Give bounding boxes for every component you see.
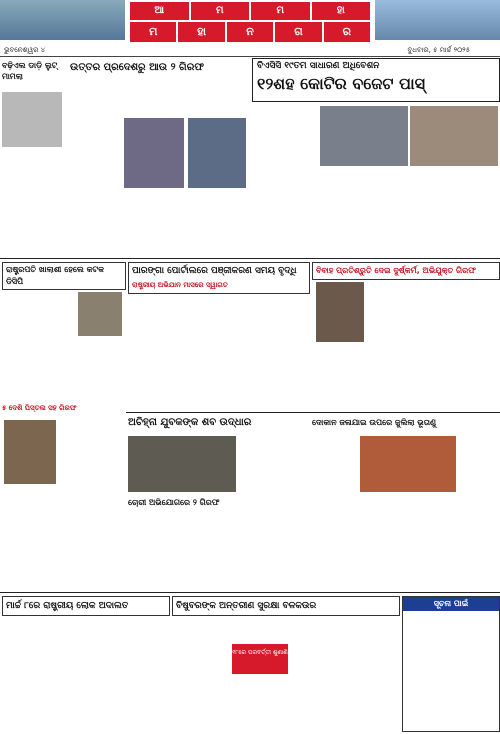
story-7-photo	[4, 420, 56, 484]
story-12-headline-box	[172, 596, 400, 616]
story-6-headline: ବିବାହ ପ୍ରତିଶ୍ରୁତି ଦେଇ ଦୁର୍ଷ୍କର୍ମ, ଅଭିଯୁକ୍ତ ଗିରଫ	[316, 266, 476, 275]
story-1-headline-box	[2, 60, 68, 90]
info-box	[402, 596, 500, 732]
rule	[126, 412, 500, 413]
lead-headline-box	[252, 58, 500, 102]
logo-char: ମ	[130, 22, 176, 42]
story-5-headline: ପାରଙ୍ଗା ପୋର୍ଟାଲରେ ପଞ୍ଜୀକରଣ ସମୟ ବୃଦ୍ଧି	[132, 266, 297, 276]
story-9-headline: ଚୋରୀ ଅଭିଯୋଗରେ ୨ ଗିରଫ	[128, 498, 220, 507]
story-8-headline-box	[128, 414, 308, 432]
story-10-headline: ଦୋକାନ ଜଳାଯାଇ ଉପରେ ଜୁଲିଲା ଭୂତାଣୁ	[312, 418, 437, 427]
story-7-headline-box	[2, 402, 124, 414]
rule	[0, 258, 500, 259]
logo-char: ମ	[251, 2, 310, 20]
story-1-headline: ବଢ଼ିଏଲ ଡାଡ଼ି ଲୁଟ୍ ମାମଲା	[2, 61, 58, 81]
story-12-callout	[232, 644, 288, 674]
story-5-headline-box	[128, 262, 310, 294]
story-4-headline: ରାଷ୍ଟ୍ରପତି ଖାଲାଶୀ ହେଲେ କଟକ ଡିସିପି	[6, 265, 104, 286]
lead-kicker: ବିଏସିସି ୧୯ତମ ସାଧାରଣ ଅଧିବେଶନ	[257, 61, 380, 71]
rule	[0, 592, 500, 593]
info-box-heading: ସୂଚନା ପାଇଁ	[403, 597, 499, 611]
logo-char: ମ	[191, 2, 250, 20]
story-6-photo	[316, 282, 364, 342]
story-6-headline-box	[312, 262, 500, 280]
dateline	[0, 44, 500, 57]
lead-photo-1	[320, 106, 408, 166]
story-4-photo	[78, 292, 122, 336]
logo-row-bottom	[130, 22, 370, 42]
logo-char: ର	[324, 22, 370, 42]
story-1-photo	[2, 92, 62, 147]
logo-char: ଆ	[130, 2, 189, 20]
story-7-headline: ୫ ଦେଶି ପିସ୍ତଲ ସହ ଗିରଫ	[2, 404, 77, 412]
masthead-left-photo	[0, 0, 125, 40]
dateline-left: ଭୁବନେଶ୍ୱର ୪	[4, 46, 46, 54]
story-2-photo-b	[188, 118, 246, 188]
masthead-right-photo	[375, 0, 500, 40]
logo-char: ହା	[178, 22, 224, 42]
story-8-headline: ଅଚିହ୍ନା ଯୁବକଙ୍କ ଶବ ଉଦ୍ଧାର	[128, 417, 252, 428]
lead-photo-2	[410, 106, 498, 166]
story-2-photo	[124, 118, 184, 188]
story-11-headline: ମାର୍ଚ୍ଚ ୮ରେ ରାଷ୍ଟ୍ରୀୟ ଲୋକ ଅଦାଲତ	[6, 601, 129, 611]
story-2-headline: ଉତ୍ତର ପ୍ରଦେଶରୁ ଆଉ ୨ ଗିରଫ	[70, 62, 204, 73]
story-12-callout-text: ୧୮ରେ ପରବର୍ତ୍ତୀ ଶୁଣାଣି	[232, 649, 288, 656]
lead-headline: ୧୨ଶହ କୋଟିର ବଜେଟ ପାସ୍	[257, 74, 426, 93]
story-2-headline-box	[70, 60, 248, 76]
story-5-subhead: ରାଷ୍ଟ୍ରୀୟ ଅଭିଯାନ ମାସରେ ସ୍ୱାଗତ	[132, 281, 228, 289]
story-12-headline: ବିଷୁବରଙ୍କ ଅନ୍ତରୀଣ ସୁରକ୍ଷା ବଳକଉର	[176, 601, 317, 611]
logo-char: ଗ	[275, 22, 321, 42]
logo-row-top	[130, 2, 370, 20]
logo-char: ନ	[227, 22, 273, 42]
dateline-right: ବୁଧବାର, ୫ ମାର୍ଚ୍ଚ ୨୦୨୫	[407, 46, 470, 54]
story-10-headline-box	[312, 414, 498, 432]
story-11-headline-box	[2, 596, 170, 616]
logo-char: ହା	[312, 2, 371, 20]
story-8-photo	[128, 436, 236, 492]
story-10-photo	[360, 436, 456, 492]
story-9-headline-box	[128, 496, 308, 510]
story-4-headline-box	[2, 262, 126, 290]
masthead	[0, 0, 500, 44]
